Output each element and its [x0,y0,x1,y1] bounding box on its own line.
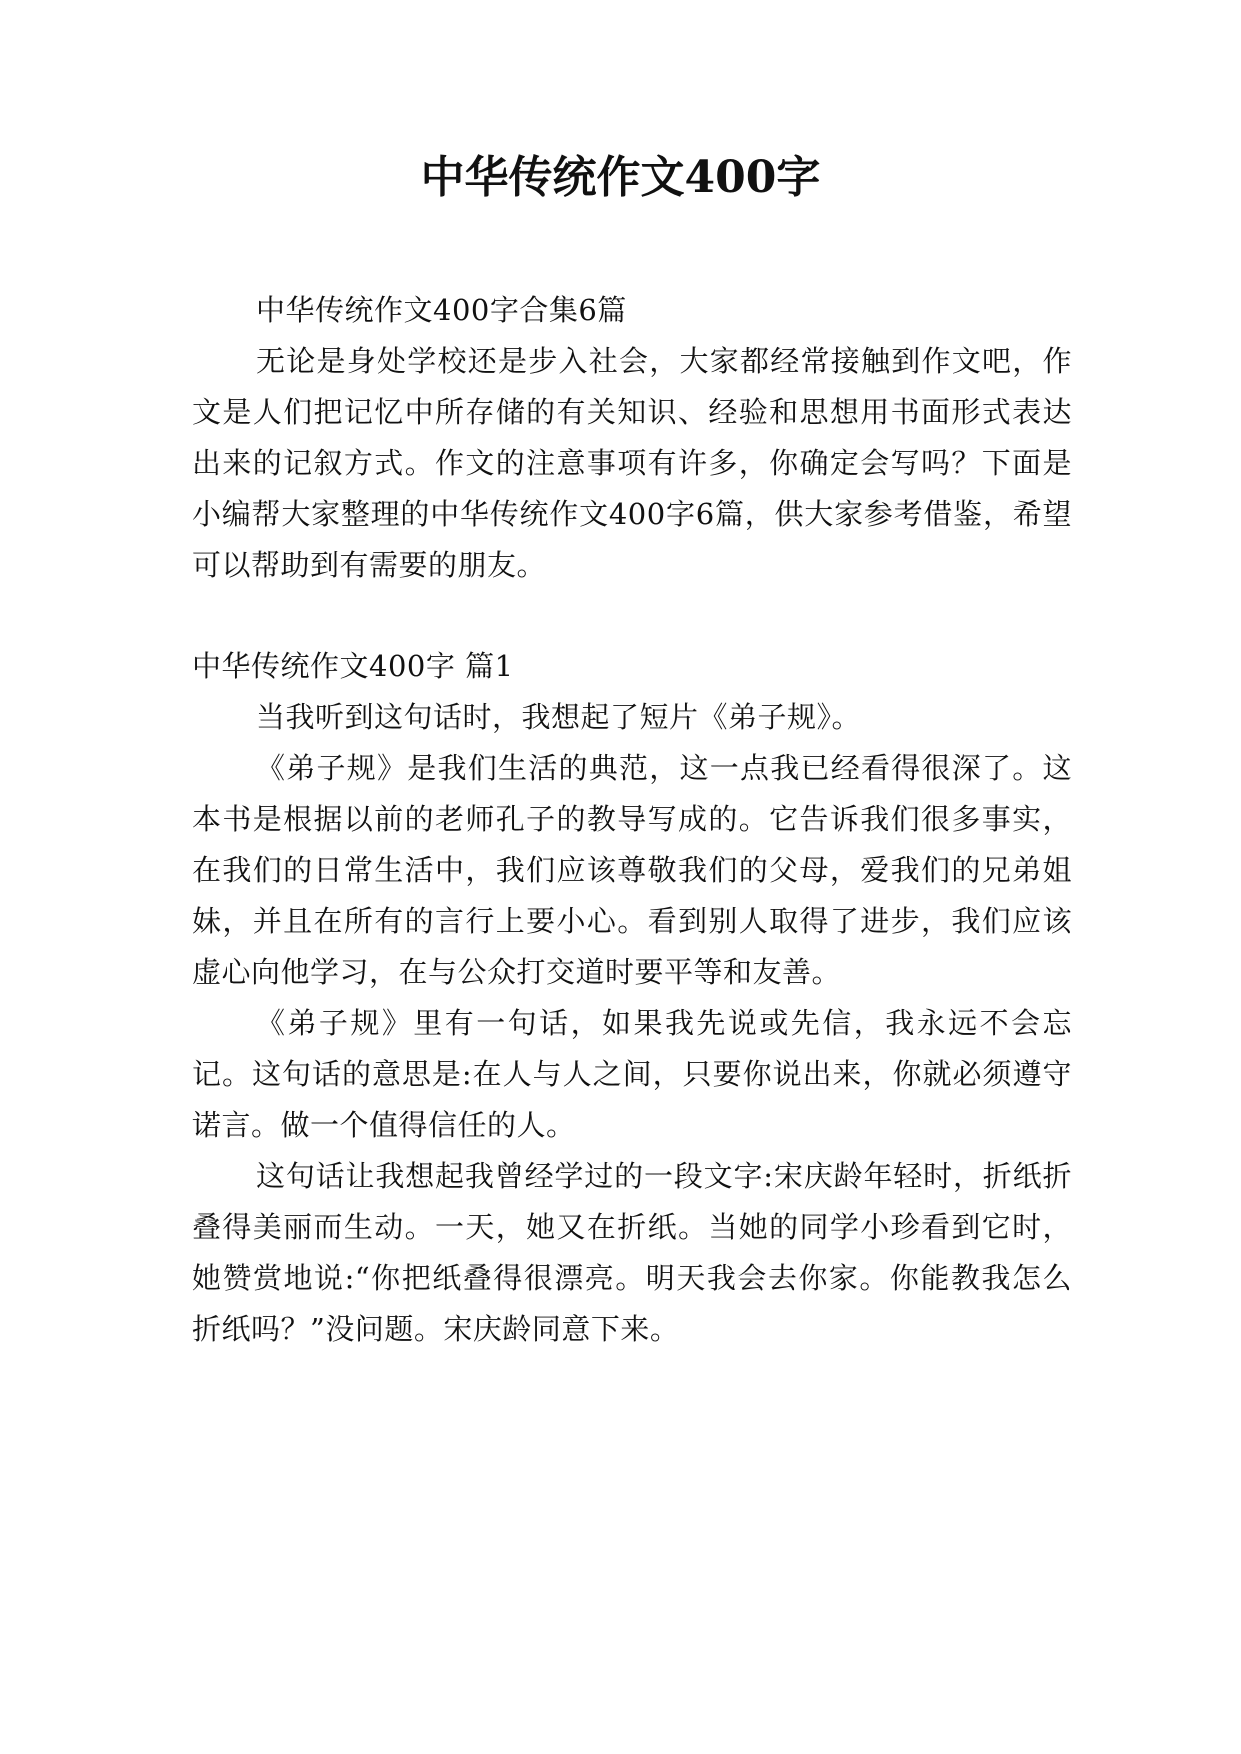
section-heading: 中华传统作文400字 篇1 [192,649,514,683]
intro-paragraph: 无论是身处学校还是步入社会，大家都经常接触到作文吧，作文是人们把记忆中所存储的有关知识、经验和思想用书面形式表达出来的记叙方式。作文的注意事项有许多，你确定会写吗？下面是小编帮大家整理的中华传统作文400字6篇，供大家参考借鉴，希望可以帮助到有需要的朋友。 [192,344,1072,582]
paragraph: 《弟子规》是我们生活的典范，这一点我已经看得很深了。这本书是根据以前的老师孔子的教导写成的。它告诉我们很多事实，在我们的日常生活中，我们应该尊敬我们的父母，爱我们的兄弟姐妹，并且在所有的言行上要小心。看到别人取得了进步，我们应该虚心向他学习，在与公众打交道时要平等和友善。 [192,751,1072,989]
page-title: 中华传统作文400字 [420,152,821,203]
paragraph: 《弟子规》里有一句话，如果我先说或先信，我永远不会忘记。这句话的意思是:在人与人之间，只要你说出来，你就必须遵守诺言。做一个值得信任的人。 [192,1006,1072,1142]
paragraph: 这句话让我想起我曾经学过的一段文字:宋庆龄年轻时，折纸折叠得美丽而生动。一天，她又在折纸。当她的同学小珍看到它时，她赞赏地说:“你把纸叠得很漂亮。明天我会去你家。你能教我怎么折纸吗？”没问题。宋庆龄同意下来。 [192,1159,1072,1346]
subtitle: 中华传统作文400字合集6篇 [256,293,627,327]
paragraph: 当我听到这句话时，我想起了短片《弟子规》。 [256,700,862,734]
document-body [192,285,1072,1355]
